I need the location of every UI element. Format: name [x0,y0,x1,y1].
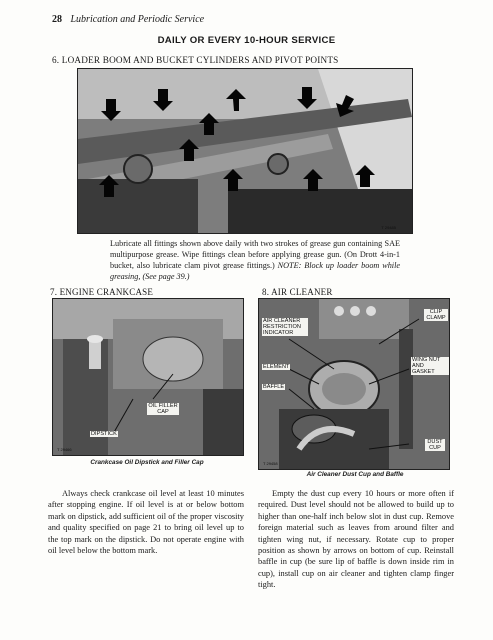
item8-body: Empty the dust cup every 10 hours or more often if required. Dust level should not be allowed to build up to higher than one-half inch below slot in dust cup. Remove foreign material such as leaves from around filter and tighten wing nut, if necessary. Rotate cup to proper position as shown by arrows on bottom of cup. Reinstall baffle in cup (be sure lip of baffle is down inside rim in cup), install cup on air cleaner and tighten clamp finger tight. [258,489,454,590]
clip-clamp-label: CLIP CLAMP [424,309,448,321]
item8-heading: 8. AIR CLEANER [262,287,333,297]
item7-body: Always check crankcase oil level at least 10 minutes after stopping engine. If oil level is at or below bottom mark on dipstick, add sufficient oil of the proper viscosity and quality specified on page 21 to bring oil level up to the top mark on the dipstick. Do not operate engine with oil level below the bottom mark. [48,489,244,556]
section-title: DAILY OR EVERY 10-HOUR SERVICE [157,35,336,46]
element-label: ELEMENT [263,364,290,370]
item6-caption-text: Lubricate all fittings shown above daily with two strokes of grease gun containing SAE multipurpose grease. Wipe fittings clean before applying grease gun. (On Drott 4-in-1 bucket, also lubricate clam pivot grease fittings.) [110,239,400,270]
crankcase-photo-tag: T 29466 [57,447,72,452]
page-number: 28 [52,14,62,25]
item6-heading: 6. LOADER BOOM AND BUCKET CYLINDERS AND PIVOT POINTS [52,55,339,65]
baffle-label: BAFFLE [263,384,285,390]
item8-photo-caption: Air Cleaner Dust Cup and Baffle [306,471,404,478]
air-cleaner-photo-tag: T 29458 [263,461,278,466]
dust-cup-label: DUST CUP [425,439,445,451]
loader-boom-photo [77,68,413,234]
item6-instructions [110,238,400,282]
crankcase-photo [52,298,244,456]
page-header [52,14,204,25]
item6-caption-note: NOTE: Block up loader boom while greasing, (See page 39.) [110,261,400,281]
oil-filler-cap-label: OIL FILLER CAP [148,403,178,415]
dipstick-label: DIPSTICK [91,431,117,437]
wing-nut-gasket-label: WING NUT AND GASKET [411,357,449,375]
item7-heading: 7. ENGINE CRANKCASE [50,287,154,297]
page-header-title: Lubrication and Periodic Service [70,14,205,25]
restriction-indicator-label: AIR CLEANER RESTRICTION INDICATOR [262,318,308,336]
loader-photo-tag: T 29485 [381,225,396,230]
item7-photo-caption: Crankcase Oil Dipstick and Filler Cap [90,459,204,466]
